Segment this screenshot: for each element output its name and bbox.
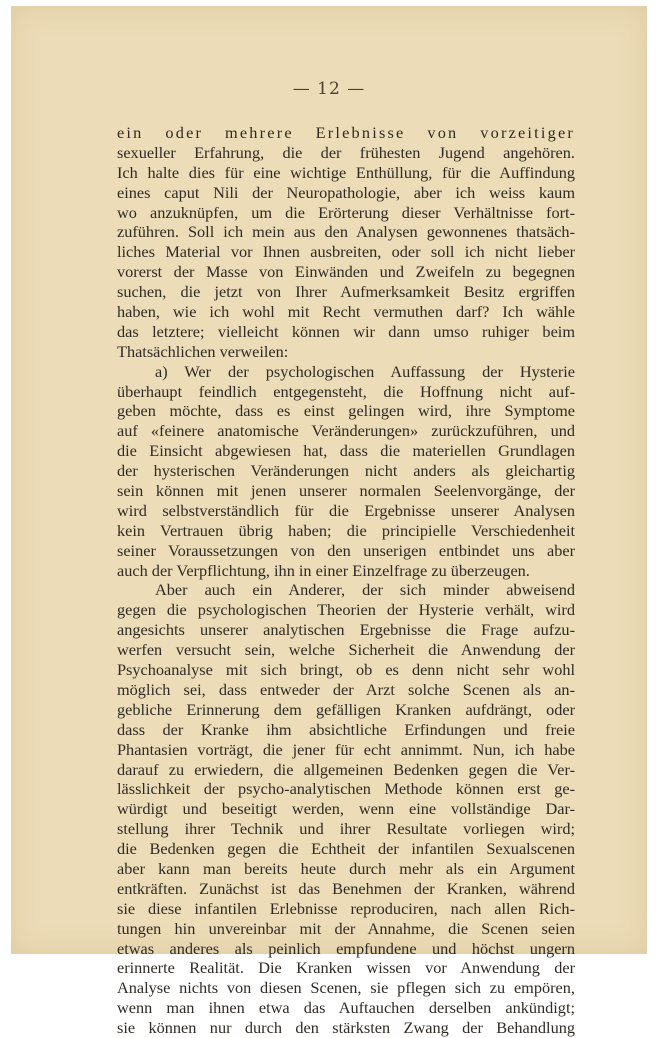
book-page	[11, 6, 647, 1038]
text-line: tungen hin unvereinbar mit der Annahme, die Scenen seien	[117, 918, 575, 938]
text-line: die Einsicht abgewiesen hat, dass die materiellen Grundlagen	[117, 441, 575, 461]
text-line: stellung ihrer Technik und ihrer Resultate vorliegen wird;	[117, 819, 575, 839]
text-line: seiner Voraussetzungen von den unserigen entbindet uns aber	[117, 540, 575, 560]
text-line: ein oder mehrere Erlebnisse von vorzeitiger	[117, 123, 575, 142]
text-line: Analyse nichts von diesen Scenen, sie pflegen sich zu empören,	[117, 978, 575, 998]
text-line: haben, wie ich wohl mit Recht vermuthen darf? Ich wähle	[117, 302, 575, 322]
body-text	[117, 123, 575, 1038]
text-line: das letztere; vielleicht können wir dann umso ruhiger beim	[117, 321, 575, 341]
text-line: sein können mit jenen unserer normalen Seelenvorgänge, der	[117, 481, 575, 501]
text-line: überhaupt feindlich entgegensteht, die Hoffnung nicht auf-	[117, 381, 575, 401]
text-line: Thatsächlichen verweilen:	[117, 341, 289, 361]
text-line: suchen, die jetzt von Ihrer Aufmerksamkeit Besitz ergriffen	[117, 282, 575, 302]
text-line: zuführen. Soll ich mein aus den Analysen gewonnenes thatsäch-	[117, 222, 575, 242]
text-line: eines caput Nili der Neuropathologie, aber ich weiss kaum	[117, 182, 575, 202]
text-line: angesichts unserer analytischen Ergebnisse die Frage aufzu-	[117, 620, 575, 640]
text-line: darauf zu erwiedern, die allgemeinen Bedenken gegen die Ver-	[117, 759, 575, 779]
text-line: sie können nur durch den stärksten Zwang der Behandlung	[117, 1018, 575, 1038]
text-line: gegen die psychologischen Theorien der Hysterie verhält, wird	[117, 600, 575, 620]
text-line: sie diese infantilen Erlebnisse reproduciren, nach allen Rich-	[117, 898, 575, 918]
text-line: auf «feinere anatomische Veränderungen» zurückzuführen, und	[117, 421, 575, 441]
text-line: entkräften. Zunächst ist das Benehmen der Kranken, während	[117, 878, 575, 898]
text-line: die Bedenken gegen die Echtheit der infantilen Sexualscenen	[117, 839, 575, 859]
text-line: möglich sei, dass entweder der Arzt solche Scenen als an-	[117, 679, 575, 699]
text-line: liches Material vor Ihnen ausbreiten, oder soll ich nicht lieber	[117, 242, 575, 262]
text-line: werfen versucht sein, welche Sicherheit die Anwendung der	[117, 640, 575, 660]
text-line: etwas anderes als peinlich empfundene und höchst ungern	[117, 938, 575, 958]
text-line: wird selbstverständlich für die Ergebnisse unserer Analysen	[117, 500, 575, 520]
text-line: wenn man ihnen etwa das Auftauchen derselben ankündigt;	[117, 998, 575, 1018]
text-line: Aber auch ein Anderer, der sich minder abweisend	[155, 580, 575, 600]
text-line: würdigt und beseitigt werden, wenn eine vollständige Dar-	[117, 799, 575, 819]
text-line: kein Vertrauen übrig haben; die principielle Verschiedenheit	[117, 520, 575, 540]
text-line: Psychoanalyse mit sich bringt, ob es denn nicht sehr wohl	[117, 660, 575, 680]
page-number: — 12 —	[292, 79, 366, 99]
text-line: vorerst der Masse von Einwänden und Zweifeln zu begegnen	[117, 262, 575, 282]
text-line: sexueller Erfahrung, die der frühesten Jugend angehören.	[117, 142, 575, 162]
text-line: lässlichkeit der psycho-analytischen Methode können erst ge-	[117, 779, 575, 799]
text-line: dass der Kranke ihm absichtliche Erfindungen und freie	[117, 719, 575, 739]
text-line: der hysterischen Veränderungen nicht anders als gleichartig	[117, 461, 575, 481]
text-line: geben möchte, dass es einst gelingen wird, ihre Symptome	[117, 401, 575, 421]
text-line: gebliche Erinnerung dem gefälligen Kranken aufdrängt, oder	[117, 699, 575, 719]
text-line: a) Wer der psychologischen Auffassung der Hysterie	[155, 361, 575, 381]
text-line: auch der Verpflichtung, ihn in einer Einzelfrage zu überzeugen.	[117, 560, 530, 580]
text-line: erinnerte Realität. Die Kranken wissen vor Anwendung der	[117, 958, 575, 978]
text-line: Ich halte dies für eine wichtige Enthüllung, für die Auffindung	[117, 162, 575, 182]
text-line: wo anzuknüpfen, um die Erörterung dieser Verhältnisse fort-	[117, 202, 575, 222]
text-line: aber kann man bereits heute durch mehr als ein Argument	[117, 858, 575, 878]
text-line: Phantasien vorträgt, die jener für echt annimmt. Nun, ich habe	[117, 739, 575, 759]
